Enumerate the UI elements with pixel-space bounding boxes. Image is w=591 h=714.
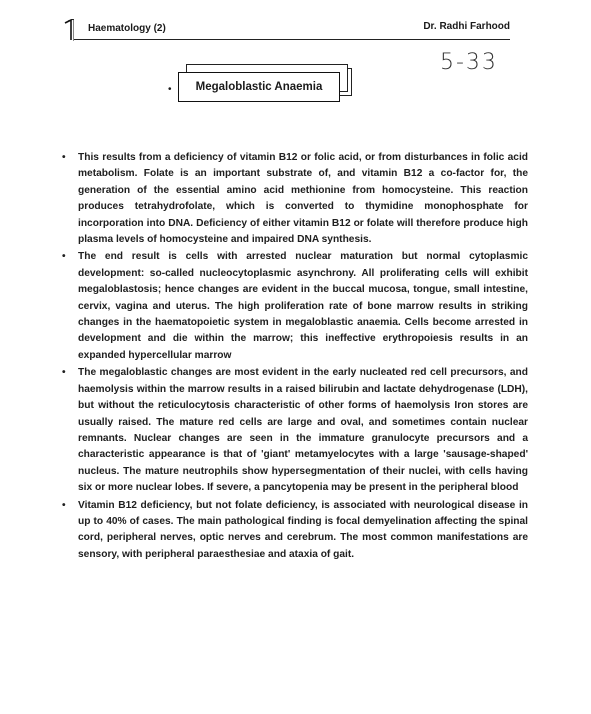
- list-item-text: Vitamin B12 deficiency, but not folate deficiency, is associated with neurological disease in up to 40% of cases. The main pathological finding is focal demyelination affecting the spinal cord, peripheral nerves, optic nerves and cerebrum. The most common manifestations are sensory, with peripheral paraesthesiae and ataxia of gait.: [78, 499, 528, 560]
- handwritten-page-number: 5-33: [440, 50, 498, 75]
- author-name: Dr. Radhi Farhood: [423, 21, 510, 32]
- header-corner-mark: [64, 19, 74, 41]
- list-item-text: This results from a deficiency of vitamin B12 or folic acid, or from disturbances in folic acid metabolism. Folate is an important substrate of, and vitamin B12 a co-factor for, the generation of the essential amino acid methionine from homocysteine. This reaction produces tetrahydrofolate, which is converted to thymidine monophosphate for incorporation into DNA. Deficiency of either vitamin B12 or folate will therefore produce high plasma levels of homocysteine and impaired DNA synthesis.: [78, 152, 528, 246]
- list-item-text: The end result is cells with arrested nuclear maturation but normal cytoplasmic development: so-called nucleocytoplasmic asynchrony. All proliferating cells will exhibit megaloblastosis; hence changes are evident in the buccal mucosa, tongue, small intestine, cervix, vagina and uterus. The high proliferation rate of bone marrow results in striking changes in the haematopoietic system in megaloblastic anaemia. Cells become arrested in development and die within the marrow; this ineffective erythropoiesis results in an expanded hypercellular marrow: [78, 251, 528, 361]
- bullet-marker: •: [62, 152, 66, 163]
- title-bullet: •: [168, 84, 172, 95]
- list-item-text: The megaloblastic changes are most evident in the early nucleated red cell precursors, and haemolysis within the marrow results in a raised bilirubin and lactate dehydrogenase (LDH), but without the reticulocytosis characteristic of other forms of haemolysis Iron stores are usually raised. The mature red cells are large and oval, and sometimes contain nuclear remnants. Nuclear changes are seen in the immature granulocyte precursors and a characteristic appearance is that of 'giant' metamyelocytes with a large 'sausage-shaped' nucleus. The mature neutrophils show hypersegmentation of their nuclei, with cells having six or more nuclear lobes. If severe, a pancytopenia may be present in the peripheral blood: [78, 367, 528, 494]
- list-item: [62, 150, 528, 248]
- bullet-marker: •: [62, 499, 66, 511]
- title-frame: [178, 70, 356, 106]
- bullet-list: [62, 150, 528, 564]
- bullet-marker: •: [62, 251, 66, 263]
- list-item: [62, 249, 528, 364]
- course-title: Haematology (2): [88, 23, 166, 34]
- list-item: [62, 365, 528, 496]
- page-title: Megaloblastic Anaemia: [178, 72, 340, 102]
- list-item: [62, 498, 528, 564]
- page-header: [74, 19, 510, 40]
- bullet-marker: •: [62, 367, 66, 379]
